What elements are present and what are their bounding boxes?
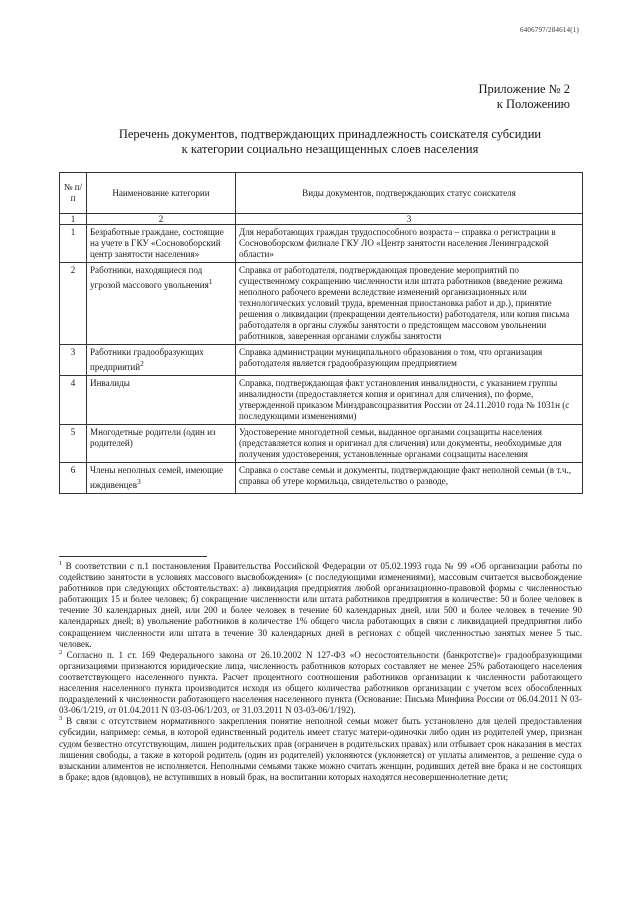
table-row — [60, 425, 583, 463]
footnote-mark: 1 — [59, 559, 63, 567]
category-text: Работники градообразующих предприятий — [90, 347, 204, 373]
footnotes — [59, 561, 582, 783]
index-cell: 2 — [87, 214, 236, 225]
footnote-mark: 2 — [59, 648, 63, 656]
header-category: Наименование категории — [87, 173, 236, 214]
footnote-text: В связи с отсутствием нормативного закрепления понятие неполной семьи может быть установлено для целей предоставления субсидии, например: семья, в которой единственный родитель имеет статус матери-одиночки либо один из родителей умер, признан судом безвестно отсутствующим, лишен родительских прав (ограничен в родительских правах) или отбывает срок наказания в местах лишения свободы, а также в которой родитель (один из родителей) уклоняются (уклоняется) от уплаты алиментов, а решение суда о взыскании алиментов не исполняется. Неполными семьями также можно считать женщин, родивших детей вне брака и не состоящих в браке; вдов (вдовцов), не вступивших в новый брак, на воспитании которых находятся несовершеннолетние дети; — [59, 716, 582, 782]
index-cell: 3 — [236, 214, 583, 225]
row-category: Инвалиды — [87, 376, 236, 425]
document-id: 6406797/284614(1) — [520, 26, 580, 34]
row-number: 2 — [60, 263, 87, 345]
footnote-2 — [59, 650, 582, 717]
row-number: 1 — [60, 225, 87, 263]
table-index-row — [60, 214, 583, 225]
header-documents: Виды документов, подтверждающих статус соискателя — [236, 173, 583, 214]
footnote-ref: 1 — [208, 277, 213, 286]
row-category — [87, 263, 236, 345]
row-documents: Для неработающих граждан трудоспособного возраста – справка о регистрации в Сосновоборском филиале ГКУ ЛО «Центр занятости населения Ленинградской области» — [236, 225, 583, 263]
table-row — [60, 263, 583, 345]
row-number: 5 — [60, 425, 87, 463]
appendix-regulation: к Положению — [496, 97, 570, 111]
footnote-3 — [59, 716, 582, 783]
row-category: Безработные граждане, состоящие на учете в ГКУ «Сосновоборский центр занятости населения» — [87, 225, 236, 263]
row-number: 6 — [60, 463, 87, 494]
header-num: № п/п — [60, 173, 87, 214]
row-category — [87, 345, 236, 376]
index-cell: 1 — [60, 214, 87, 225]
table-row — [60, 225, 583, 263]
row-documents: Справка о составе семьи и документы, подтверждающие факт неполной семьи (в т.ч., справка об утере кормильца, свидетельство о разводе, — [236, 463, 583, 494]
row-category: Многодетные родители (один из родителей) — [87, 425, 236, 463]
table-row — [60, 345, 583, 376]
category-text: Члены неполных семей, имеющие иждивенцев — [90, 465, 224, 491]
row-category — [87, 463, 236, 494]
row-documents: Справка от работодателя, подтверждающая проведение мероприятий по существенному сокращению численности или штата работников (введение режима неполного рабочего времени вследствие изменений организационных или технологических условий труда, временная приостановка работ и др.), принятие решения о ликвидации (прекращении деятельности) работодателя, или копия письма работодателя в органы службы занятости о предстоящем массовом увольнении работников, заверенная органами службы занятости — [236, 263, 583, 345]
category-text: Работники, находящиеся под угрозой массового увольнения — [90, 265, 209, 291]
row-number: 4 — [60, 376, 87, 425]
table-row — [60, 463, 583, 494]
title-line-2: к категории социально незащищенных слоев населения — [181, 142, 479, 156]
title-line-1: Перечень документов, подтверждающих принадлежность соискателя субсидии — [118, 127, 542, 141]
footnote-text: В соответствии с п.1 постановления Правительства Российской Федерации от 05.02.1993 года № 99 «Об организации работы по содействию занятости в условиях массового высвобождения» (с последующими изменениями), массовым считается высвобождение работников при следующих обстоятельствах: а) ликвидация предприятия любой организационно-правовой формы с численностью работающих 15 и более человек; б) сокращение численности или штата работников предприятия в количестве: 50 и более человек в течение 30 календарных дней, или 200 и более человек в течение 60 календарных дней, или 500 и более человек в течение 90 календарных дней; в) увольнение работников в количестве 1% общего числа работающих в связи с ликвидацией предприятия либо сокращением численности или штата в течение 30 календарных дней в регионах с общей численностью занятых менее 5 тыс. человек. — [59, 561, 582, 649]
row-documents: Справка администрации муниципального образования о том, что организация работодателя является градообразующим предприятием — [236, 345, 583, 376]
document-title — [60, 127, 600, 157]
appendix-header — [478, 82, 570, 112]
row-number: 3 — [60, 345, 87, 376]
documents-table — [59, 172, 583, 494]
footnote-ref: 3 — [136, 477, 141, 487]
table-row — [60, 376, 583, 425]
row-documents: Справка, подтверждающая факт установления инвалидности, с указанием группы инвалидности (предоставляется копия и оригинал для сличения), по форме, утвержденной приказом Минздравсоцразвития России от 24.11.2010 года № 1031н (с последующими изменениями) — [236, 376, 583, 425]
footnote-text: Согласно п. 1 ст. 169 Федерального закона от 26.10.2002 N 127-ФЗ «О несостоятельности (банкротстве)» градообразующими организациями признаются юридические лица, численность работников которых составляет не менее 25% работающего населения соответствующего населенного пункта. Расчет процентного соотношения работников организации к численности работающего населения населенного пункта производится исходя из общего количества работников организации с учетом всех обособленных подразделений к численности работающего населения населенного пункта (Основание: Письма Минфина России от 06.04.2011 N 03-03-06/1/219, от 01.04.2011 N 03-03-06/1/203, от 31.03.2011 N 03-03-06/1/192). — [59, 649, 582, 716]
appendix-number: Приложение № 2 — [478, 82, 570, 96]
row-documents: Удостоверение многодетной семьи, выданное органами соцзащиты населения (представляется копия и оригинал для сличения) или документы, необходимые для получения удостоверения, установленные органами соцзащиты населения — [236, 425, 583, 463]
footnote-ref: 2 — [140, 359, 144, 368]
footnote-mark: 3 — [59, 715, 63, 723]
table-header-row — [60, 173, 583, 214]
footnote-divider — [59, 556, 207, 557]
footnote-1 — [59, 561, 582, 650]
